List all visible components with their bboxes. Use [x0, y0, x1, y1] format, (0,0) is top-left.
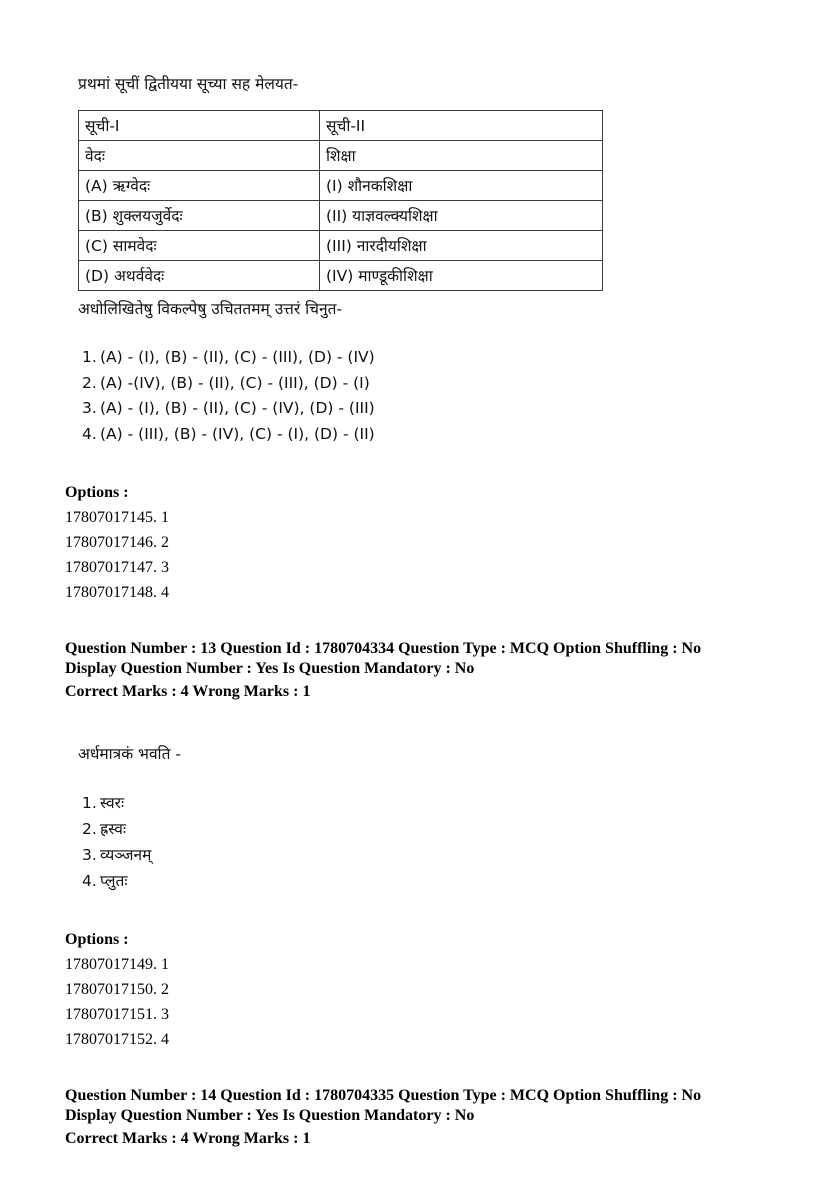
meta-line: Question Number : 13 Question Id : 1780704334 Question Type : MCQ Option Shuffling : No: [65, 640, 702, 657]
meta-line: Question Number : 14 Question Id : 1780704335 Question Type : MCQ Option Shuffling : No: [65, 1087, 702, 1104]
q14-options-block: [65, 928, 766, 1052]
table-row: [79, 231, 603, 261]
meta-line: Display Question Number : Yes Is Question Mandatory : No: [65, 660, 475, 677]
choice-number: 4.: [82, 872, 97, 890]
choice-text: (A) - (III), (B) - (IV), (C) - (I), (D) - (II): [100, 424, 375, 443]
table-cell-right: (I) शौनकशिक्षा: [320, 171, 603, 201]
option-id-line: 17807017145. 1: [65, 509, 169, 526]
meta-marks: Correct Marks : 4 Wrong Marks : 1: [65, 683, 311, 700]
table-cell-left: (C) सामवेदः: [79, 231, 320, 261]
meta-line: Display Question Number : Yes Is Question Mandatory : No: [65, 1107, 475, 1124]
option-id-line: 17807017146. 2: [65, 534, 169, 551]
choice-row: [82, 345, 766, 371]
table-cell-right: (III) नारदीयशिक्षा: [320, 231, 603, 261]
option-id-line: 17807017152. 4: [65, 1031, 169, 1048]
choice-text: प्लुतः: [100, 872, 128, 890]
table-header-row: [79, 111, 603, 141]
choice-number: 1.: [82, 794, 97, 812]
table-cell-left: (A) ऋग्वेदः: [79, 171, 320, 201]
q13-choices: [82, 345, 766, 447]
choice-text: (A) - (I), (B) - (II), (C) - (IV), (D) - (III): [100, 399, 375, 417]
table-cell-left: (B) शुक्लयजुर्वेदः: [79, 201, 320, 231]
table-subheader-row: [79, 141, 603, 171]
choice-number: 4.: [82, 424, 97, 443]
options-heading: Options :: [65, 931, 129, 948]
option-id-line: 17807017150. 2: [65, 981, 169, 998]
table-row: [79, 201, 603, 231]
q14-choices: [82, 790, 766, 894]
table-subheader-left: वेदः: [79, 141, 320, 171]
q13-instruction-text: अधोलिखितेषु विकल्पेषु उचिततमम् उत्तरं चिनुत-: [78, 300, 343, 318]
q13-meta-block: [65, 639, 766, 702]
q14-meta-block: [65, 1086, 766, 1149]
table-row: [79, 171, 603, 201]
table-cell-left: (D) अथर्ववेदः: [79, 261, 320, 291]
choice-number: 1.: [82, 348, 97, 366]
q13-intro-text: प्रथमां सूचीं द्वितीयया सूच्या सह मेलयत-: [78, 75, 299, 93]
choice-number: 3.: [82, 399, 97, 417]
choice-row: [82, 816, 766, 842]
choice-text: (A) - (I), (B) - (II), (C) - (III), (D) - (IV): [100, 348, 375, 366]
choice-text: व्यञ्जनम्: [100, 846, 152, 864]
choice-row: [82, 790, 766, 816]
option-id-line: 17807017151. 3: [65, 1006, 169, 1023]
choice-text: स्वरः: [100, 794, 125, 812]
choice-number: 3.: [82, 846, 97, 864]
choice-text: (A) -(IV), (B) - (II), (C) - (III), (D) - (I): [100, 373, 370, 392]
table-cell-right: (IV) माण्डूकीशिक्षा: [320, 261, 603, 291]
choice-row: [82, 422, 766, 448]
option-id-line: 17807017147. 3: [65, 559, 169, 576]
table-subheader-right: शिक्षा: [320, 141, 603, 171]
choice-row: [82, 842, 766, 868]
choice-row: [82, 868, 766, 894]
choice-text: ह्रस्वः: [100, 820, 127, 838]
options-heading: Options :: [65, 484, 129, 501]
q13-match-table: [78, 110, 603, 291]
q14-question-text: अर्धमात्रकं भवति -: [78, 745, 181, 763]
choice-row: [82, 396, 766, 422]
option-id-line: 17807017149. 1: [65, 956, 169, 973]
choice-row: [82, 371, 766, 397]
table-row: [79, 261, 603, 291]
meta-marks: Correct Marks : 4 Wrong Marks : 1: [65, 1130, 311, 1147]
option-id-line: 17807017148. 4: [65, 584, 169, 601]
choice-number: 2.: [82, 820, 97, 838]
table-header-list1: सूची-I: [79, 111, 320, 141]
table-cell-right: (II) याज्ञवल्क्यशिक्षा: [320, 201, 603, 231]
q13-options-block: [65, 481, 766, 605]
table-header-list2: सूची-II: [320, 111, 603, 141]
choice-number: 2.: [82, 373, 97, 392]
